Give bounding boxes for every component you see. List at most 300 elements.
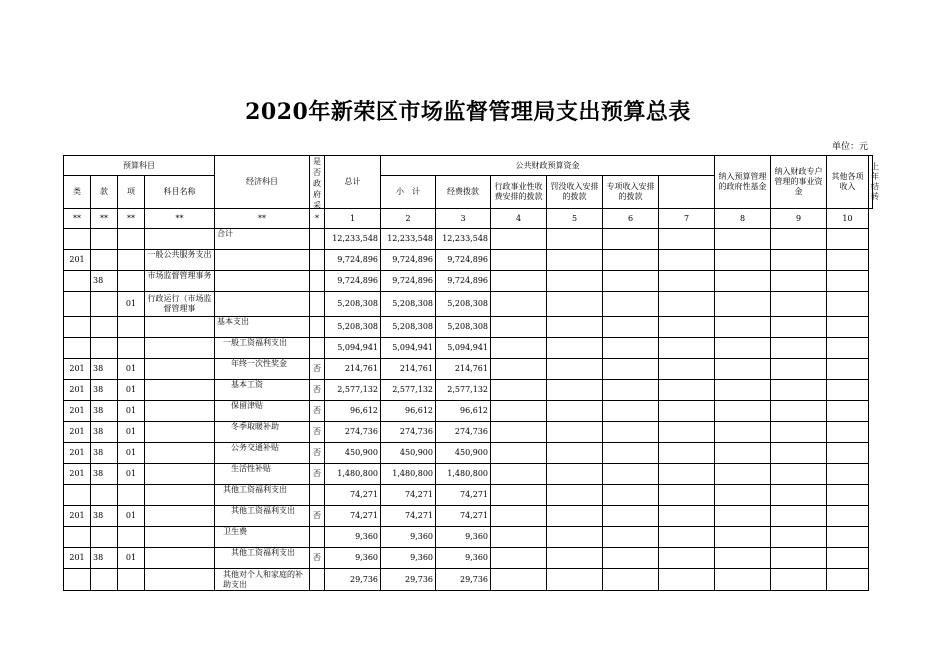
cell-empty [771, 292, 827, 317]
cell-subject-name [145, 317, 215, 338]
cell-empty [547, 569, 603, 591]
index-cell: 8 [715, 209, 771, 229]
cell-xiang: 01 [118, 422, 145, 443]
cell-xiang [118, 569, 145, 591]
table-row [64, 569, 873, 591]
cell-is-gov [310, 485, 325, 506]
cell-subject-name: 一般公共服务支出 [145, 250, 215, 271]
cell-empty [547, 292, 603, 317]
cell-empty [715, 401, 771, 422]
cell-xiang [118, 271, 145, 292]
cell-subtotal: 74,271 [381, 506, 436, 527]
cell-empty [771, 527, 827, 548]
cell-is-gov [310, 338, 325, 359]
header-confiscation: 罚没收入安排的拨款 [547, 176, 603, 209]
cell-total: 2,577,132 [325, 380, 381, 401]
cell-empty [603, 422, 659, 443]
cell-is-gov: 否 [310, 422, 325, 443]
cell-subtotal: 96,612 [381, 401, 436, 422]
cell-empty [659, 527, 715, 548]
cell-empty [827, 443, 869, 464]
cell-funding: 1,480,800 [436, 464, 491, 485]
cell-xiang [118, 229, 145, 250]
cell-funding: 12,233,548 [436, 229, 491, 250]
cell-lei [64, 292, 91, 317]
cell-total: 274,736 [325, 422, 381, 443]
cell-is-gov [310, 292, 325, 317]
index-cell: 10 [827, 209, 869, 229]
cell-subject-name: 市场监督管理事务 [145, 271, 215, 292]
cell-empty [771, 422, 827, 443]
cell-kuan: 38 [91, 359, 118, 380]
index-cell: ** [64, 209, 91, 229]
cell-lei [64, 527, 91, 548]
cell-empty [827, 527, 869, 548]
cell-empty [547, 271, 603, 292]
cell-subtotal: 12,233,548 [381, 229, 436, 250]
cell-econ-subject [215, 250, 310, 271]
index-row [64, 209, 873, 229]
cell-empty [771, 569, 827, 591]
cell-subtotal: 9,360 [381, 548, 436, 569]
cell-lei [64, 271, 91, 292]
cell-empty [827, 422, 869, 443]
cell-empty [659, 292, 715, 317]
cell-empty [603, 506, 659, 527]
index-cell: 9 [771, 209, 827, 229]
cell-empty [659, 506, 715, 527]
cell-empty [603, 380, 659, 401]
index-cell: 6 [603, 209, 659, 229]
cell-subtotal: 450,900 [381, 443, 436, 464]
header-special-income: 专项收入安排的拨款 [603, 176, 659, 209]
header-budget-subject: 预算科目 [64, 156, 215, 176]
table-row [64, 317, 873, 338]
cell-subject-name [145, 422, 215, 443]
cell-lei: 201 [64, 380, 91, 401]
cell-is-gov: 否 [310, 443, 325, 464]
cell-empty [771, 485, 827, 506]
cell-subject-name [145, 506, 215, 527]
cell-kuan [91, 229, 118, 250]
cell-kuan: 38 [91, 401, 118, 422]
cell-empty [715, 229, 771, 250]
header-carryover: 上年结转 [869, 156, 873, 209]
cell-is-gov: 否 [310, 464, 325, 485]
cell-empty [491, 250, 547, 271]
cell-total: 74,271 [325, 506, 381, 527]
cell-total: 9,724,896 [325, 250, 381, 271]
cell-funding: 214,761 [436, 359, 491, 380]
cell-econ-subject: 合计 [215, 229, 310, 250]
cell-empty [771, 271, 827, 292]
header-is-gov: 是否政府采 [310, 156, 325, 209]
table-row [64, 506, 873, 527]
cell-econ-subject: 年终一次性奖金 [215, 359, 310, 380]
cell-lei: 201 [64, 506, 91, 527]
cell-kuan: 38 [91, 380, 118, 401]
cell-total: 29,736 [325, 569, 381, 591]
cell-empty [715, 506, 771, 527]
cell-total: 74,271 [325, 485, 381, 506]
cell-empty [659, 464, 715, 485]
cell-total: 450,900 [325, 443, 381, 464]
cell-empty [603, 527, 659, 548]
cell-empty [547, 527, 603, 548]
cell-empty [659, 401, 715, 422]
index-cell: 2 [381, 209, 436, 229]
index-cell: 3 [436, 209, 491, 229]
cell-total: 12,233,548 [325, 229, 381, 250]
cell-empty [491, 527, 547, 548]
cell-econ-subject: 冬季取暖补助 [215, 422, 310, 443]
cell-funding: 96,612 [436, 401, 491, 422]
cell-subtotal: 29,736 [381, 569, 436, 591]
index-cell: 4 [491, 209, 547, 229]
cell-lei: 201 [64, 401, 91, 422]
cell-econ-subject: 其他对个人和家庭的补助支出 [215, 569, 310, 591]
cell-empty [659, 380, 715, 401]
header-public-fund: 公共财政预算资金 [381, 156, 715, 176]
cell-empty [491, 380, 547, 401]
header-admin-income: 行政事业性收费安排的拨款 [491, 176, 547, 209]
cell-empty [715, 464, 771, 485]
cell-subtotal: 74,271 [381, 485, 436, 506]
cell-subject-name [145, 527, 215, 548]
cell-empty [603, 443, 659, 464]
cell-empty [659, 443, 715, 464]
cell-empty [771, 359, 827, 380]
cell-empty [491, 271, 547, 292]
cell-empty [715, 317, 771, 338]
cell-xiang [118, 338, 145, 359]
cell-is-gov: 否 [310, 506, 325, 527]
cell-econ-subject: 公务交通补贴 [215, 443, 310, 464]
cell-empty [547, 359, 603, 380]
cell-is-gov: 否 [310, 401, 325, 422]
cell-lei: 201 [64, 359, 91, 380]
cell-lei [64, 317, 91, 338]
cell-empty [715, 359, 771, 380]
cell-empty [547, 250, 603, 271]
cell-empty [491, 292, 547, 317]
table-row [64, 250, 873, 271]
header-total: 总计 [325, 156, 381, 209]
cell-empty [827, 569, 869, 591]
cell-xiang [118, 527, 145, 548]
cell-empty [491, 229, 547, 250]
cell-kuan: 38 [91, 464, 118, 485]
index-cell: 5 [547, 209, 603, 229]
cell-total: 5,208,308 [325, 292, 381, 317]
cell-empty [491, 506, 547, 527]
cell-xiang [118, 317, 145, 338]
cell-empty [603, 485, 659, 506]
cell-empty [547, 485, 603, 506]
header-other-income: 其他各项收入 [827, 156, 869, 209]
cell-empty [827, 485, 869, 506]
table-row [64, 292, 873, 317]
cell-xiang: 01 [118, 292, 145, 317]
table-row [64, 527, 873, 548]
cell-empty [491, 569, 547, 591]
cell-funding: 450,900 [436, 443, 491, 464]
cell-empty [659, 422, 715, 443]
cell-empty [715, 380, 771, 401]
cell-empty [491, 422, 547, 443]
cell-empty [547, 443, 603, 464]
cell-empty [491, 401, 547, 422]
cell-empty [771, 443, 827, 464]
cell-is-gov [310, 317, 325, 338]
table-row [64, 271, 873, 292]
cell-subtotal: 274,736 [381, 422, 436, 443]
cell-empty [715, 443, 771, 464]
cell-empty [547, 229, 603, 250]
table-row [64, 464, 873, 485]
cell-empty [491, 317, 547, 338]
cell-empty [491, 443, 547, 464]
cell-subtotal: 5,208,308 [381, 292, 436, 317]
cell-subject-name: 行政运行（市场监督管理事 [145, 292, 215, 317]
header-econ-subject: 经济科目 [215, 156, 310, 209]
table-row [64, 422, 873, 443]
cell-subtotal: 5,208,308 [381, 317, 436, 338]
cell-econ-subject: 其他工资福利支出 [215, 485, 310, 506]
cell-kuan [91, 317, 118, 338]
cell-kuan [91, 527, 118, 548]
index-cell: ** [118, 209, 145, 229]
cell-total: 9,724,896 [325, 271, 381, 292]
cell-funding: 29,736 [436, 569, 491, 591]
cell-empty [771, 317, 827, 338]
cell-empty [603, 338, 659, 359]
cell-econ-subject: 基本工资 [215, 380, 310, 401]
cell-subject-name [145, 569, 215, 591]
cell-lei [64, 338, 91, 359]
index-cell: ** [145, 209, 215, 229]
cell-empty [603, 250, 659, 271]
cell-econ-subject: 其他工资福利支出 [215, 548, 310, 569]
cell-subtotal: 5,094,941 [381, 338, 436, 359]
cell-is-gov: 否 [310, 548, 325, 569]
cell-kuan: 38 [91, 271, 118, 292]
cell-subtotal: 1,480,800 [381, 464, 436, 485]
cell-lei [64, 485, 91, 506]
cell-empty [603, 548, 659, 569]
cell-is-gov: 否 [310, 380, 325, 401]
cell-econ-subject: 生活性补贴 [215, 464, 310, 485]
cell-total: 5,208,308 [325, 317, 381, 338]
cell-funding: 5,208,308 [436, 317, 491, 338]
cell-kuan: 38 [91, 548, 118, 569]
cell-funding: 2,577,132 [436, 380, 491, 401]
cell-empty [547, 338, 603, 359]
cell-funding: 9,360 [436, 548, 491, 569]
cell-empty [827, 506, 869, 527]
cell-subtotal: 2,577,132 [381, 380, 436, 401]
cell-kuan: 38 [91, 443, 118, 464]
header-funding: 经费拨款 [436, 176, 491, 209]
cell-empty [715, 569, 771, 591]
cell-empty [771, 229, 827, 250]
cell-xiang: 01 [118, 359, 145, 380]
cell-empty [771, 548, 827, 569]
cell-empty [827, 229, 869, 250]
cell-kuan [91, 250, 118, 271]
header-lei: 类 [64, 176, 91, 209]
cell-empty [603, 464, 659, 485]
cell-empty [827, 401, 869, 422]
cell-is-gov [310, 250, 325, 271]
cell-empty [771, 506, 827, 527]
cell-subtotal: 214,761 [381, 359, 436, 380]
cell-empty [491, 548, 547, 569]
cell-empty [659, 317, 715, 338]
cell-econ-subject: 卫生费 [215, 527, 310, 548]
cell-empty [715, 548, 771, 569]
cell-kuan [91, 292, 118, 317]
cell-empty [659, 485, 715, 506]
budget-table [63, 155, 879, 591]
cell-kuan [91, 569, 118, 591]
cell-funding: 5,094,941 [436, 338, 491, 359]
cell-total: 1,480,800 [325, 464, 381, 485]
cell-kuan: 38 [91, 422, 118, 443]
cell-empty [827, 359, 869, 380]
cell-funding: 9,724,896 [436, 271, 491, 292]
cell-empty [771, 250, 827, 271]
cell-empty [491, 464, 547, 485]
cell-empty [547, 506, 603, 527]
header-special-account: 纳入财政专户管理的事业资金 [771, 156, 827, 209]
cell-empty [827, 317, 869, 338]
cell-empty [659, 271, 715, 292]
table-row [64, 380, 873, 401]
cell-subtotal: 9,360 [381, 527, 436, 548]
table-row [64, 548, 873, 569]
cell-empty [659, 548, 715, 569]
cell-empty [827, 292, 869, 317]
cell-empty [659, 359, 715, 380]
cell-empty [491, 359, 547, 380]
cell-econ-subject: 保留津贴 [215, 401, 310, 422]
cell-subject-name [145, 401, 215, 422]
cell-is-gov [310, 229, 325, 250]
cell-empty [715, 271, 771, 292]
cell-subject-name [145, 464, 215, 485]
cell-empty [771, 464, 827, 485]
cell-empty [715, 485, 771, 506]
page-title: 2020年新荣区市场监督管理局支出预算总表 [245, 99, 691, 125]
cell-xiang: 01 [118, 380, 145, 401]
cell-empty [771, 338, 827, 359]
cell-econ-subject: 一般工资福利支出 [215, 338, 310, 359]
cell-xiang: 01 [118, 464, 145, 485]
table-row [64, 338, 873, 359]
cell-total: 5,094,941 [325, 338, 381, 359]
cell-xiang [118, 250, 145, 271]
cell-empty [827, 464, 869, 485]
cell-empty [771, 380, 827, 401]
cell-empty [603, 569, 659, 591]
cell-subject-name [145, 338, 215, 359]
table-row [64, 485, 873, 506]
cell-subject-name [145, 359, 215, 380]
cell-xiang: 01 [118, 548, 145, 569]
cell-empty [547, 548, 603, 569]
cell-funding: 9,360 [436, 527, 491, 548]
cell-empty [603, 317, 659, 338]
cell-empty [827, 548, 869, 569]
cell-funding: 74,271 [436, 485, 491, 506]
cell-xiang [118, 485, 145, 506]
cell-econ-subject: 其他工资福利支出 [215, 506, 310, 527]
cell-lei [64, 569, 91, 591]
cell-kuan [91, 485, 118, 506]
index-cell: 7 [659, 209, 715, 229]
cell-subject-name [145, 548, 215, 569]
cell-empty [547, 401, 603, 422]
cell-xiang: 01 [118, 443, 145, 464]
cell-subject-name [145, 380, 215, 401]
cell-empty [547, 380, 603, 401]
cell-funding: 274,736 [436, 422, 491, 443]
cell-subject-name [145, 443, 215, 464]
cell-funding: 9,724,896 [436, 250, 491, 271]
cell-econ-subject: 基本支出 [215, 317, 310, 338]
cell-empty [827, 338, 869, 359]
header-subtotal: 小 计 [381, 176, 436, 209]
cell-funding: 74,271 [436, 506, 491, 527]
table-row [64, 359, 873, 380]
cell-empty [659, 250, 715, 271]
table-row [64, 443, 873, 464]
cell-lei: 201 [64, 548, 91, 569]
cell-is-gov [310, 527, 325, 548]
cell-total: 214,761 [325, 359, 381, 380]
cell-total: 9,360 [325, 527, 381, 548]
cell-is-gov: 否 [310, 359, 325, 380]
cell-lei: 201 [64, 464, 91, 485]
cell-total: 9,360 [325, 548, 381, 569]
cell-is-gov [310, 569, 325, 591]
header-kuan: 款 [91, 176, 118, 209]
index-cell: ** [215, 209, 310, 229]
cell-empty [603, 229, 659, 250]
cell-empty [603, 401, 659, 422]
cell-total: 96,612 [325, 401, 381, 422]
cell-empty [603, 359, 659, 380]
cell-empty [715, 338, 771, 359]
cell-empty [715, 422, 771, 443]
cell-empty [827, 250, 869, 271]
cell-econ-subject [215, 271, 310, 292]
cell-empty [491, 485, 547, 506]
cell-subject-name [145, 229, 215, 250]
index-cell: 1 [325, 209, 381, 229]
cell-lei: 201 [64, 250, 91, 271]
cell-subtotal: 9,724,896 [381, 250, 436, 271]
cell-xiang: 01 [118, 506, 145, 527]
cell-empty [715, 250, 771, 271]
cell-subject-name [145, 485, 215, 506]
cell-kuan [91, 338, 118, 359]
cell-lei: 201 [64, 422, 91, 443]
cell-empty [547, 464, 603, 485]
table-row [64, 229, 873, 250]
cell-empty [771, 401, 827, 422]
